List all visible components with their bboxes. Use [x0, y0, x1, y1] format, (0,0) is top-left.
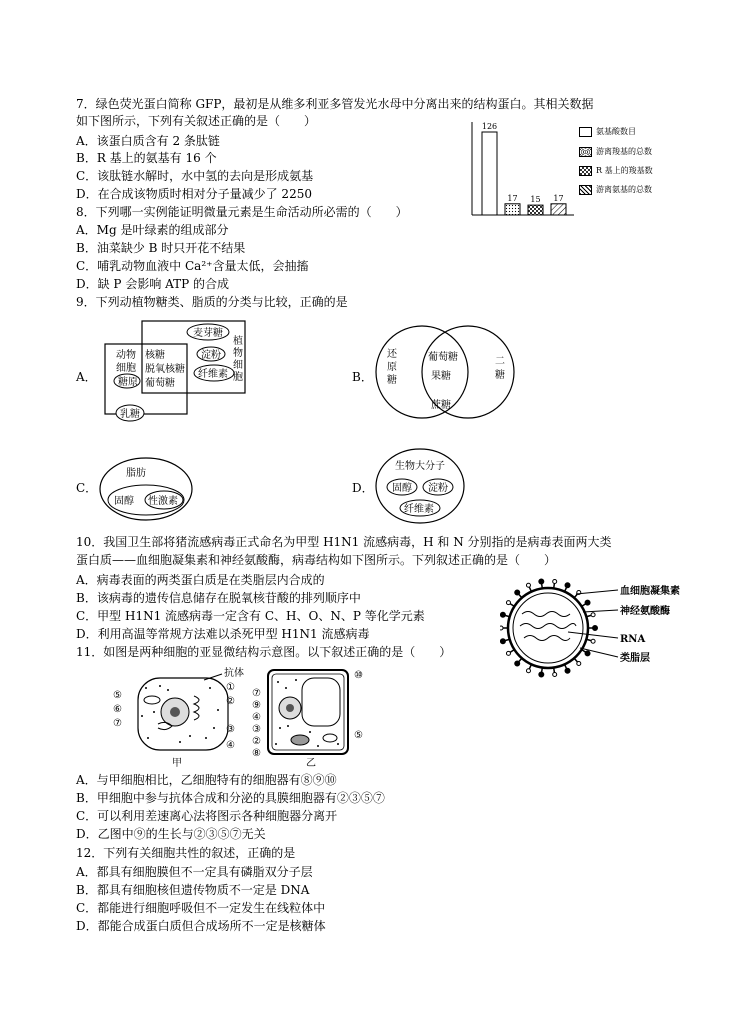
ribosome-dot — [159, 685, 161, 687]
cellulose-d-label: 纤维素 — [404, 504, 434, 515]
virus-spike-tip — [500, 626, 503, 630]
cell-a-num-6: ⑥ — [113, 704, 122, 715]
bar-value-label-2: 17 — [507, 193, 518, 203]
virus-spike-tip — [515, 590, 520, 595]
ribosome-dot — [275, 743, 277, 745]
q9-diagram-b — [372, 322, 522, 422]
virus-spike-tip — [506, 601, 510, 605]
q9-label-d: D． — [352, 481, 374, 495]
virus-spike-tip — [553, 673, 557, 677]
ribosome-dot — [285, 687, 287, 689]
cell-a-caption: 甲 — [172, 758, 182, 769]
q11-option-a: A．与甲细胞相比，乙细胞特有的细胞器有⑧⑨⑩ — [76, 773, 337, 787]
q11-option-d: D．乙图中⑨的生长与②③⑤⑦无关 — [76, 827, 266, 841]
virus-spike-tip — [539, 672, 544, 677]
animal-label-1: 动物 — [116, 350, 136, 361]
leader-line-1 — [576, 590, 618, 594]
cell-a-num-5: ⑤ — [113, 690, 122, 701]
ribosome-dot — [141, 715, 143, 717]
cell-b-num-3: ③ — [252, 724, 261, 735]
cell-a-nucleolus — [170, 707, 180, 717]
legend-swatch-3 — [579, 166, 592, 176]
sterol-label: 固醇 — [114, 496, 134, 507]
ribosome-dot — [337, 743, 339, 745]
deoxyribose-label: 脱氧核糖 — [145, 364, 185, 375]
q9-diagram-c — [98, 454, 198, 526]
ribosome-dot — [167, 689, 169, 691]
disaccharide-label-1: 二 — [495, 356, 505, 367]
leader-line-2 — [583, 610, 618, 612]
legend-swatch-1 — [579, 127, 592, 137]
ribosome-dot — [205, 737, 207, 739]
ribosome-dot — [189, 735, 191, 737]
cell-a-num-7: ⑦ — [113, 718, 122, 729]
q10-option-b: B．该病毒的遗传信息储存在脱氧核苷酸的排列顺序中 — [76, 591, 361, 605]
ribosome-dot — [317, 745, 319, 747]
plant-label-3: 细 — [233, 360, 243, 371]
q7-option-d: D．在合成该物质时相对分子量减少了 2250 — [76, 187, 312, 201]
reducing-label-2: 原 — [387, 362, 397, 373]
virus-spike-tip — [585, 651, 590, 656]
q7-option-b: B．R 基上的氨基有 16 个 — [76, 151, 217, 165]
q10-option-c: C．甲型 H1N1 流感病毒一定含有 C、H、O、N、P 等化学元素 — [76, 609, 425, 623]
cell-b-mitochondrion — [323, 734, 337, 742]
virus-spike-tip — [500, 612, 505, 617]
cell-a-num-4: ④ — [226, 740, 235, 751]
virus-spike-tip — [526, 583, 530, 587]
lipid-layer-label: 类脂层 — [620, 653, 650, 664]
bar-4 — [551, 204, 566, 215]
plant-label-4: 胞 — [233, 372, 243, 383]
q10-option-d: D．利用高温等常规方法难以杀死甲型 H1N1 流感病毒 — [76, 627, 370, 641]
lactose-label: 乳糖 — [120, 409, 140, 420]
cell-b-vacuole — [302, 678, 340, 726]
q10-stem-line2: 蛋白质——血细胞凝集素和神经氨酸酶，病毒结构如下图所示。下列叙述正确的是（ ） — [76, 553, 557, 567]
disaccharide-label-2: 糖 — [495, 370, 505, 381]
q12-option-c: C．都能进行细胞呼吸但不一定发生在线粒体中 — [76, 901, 326, 915]
legend-item-2 — [579, 146, 652, 157]
bar-value-label-3: 15 — [530, 195, 541, 205]
q7-option-a: A．该蛋白质含有 2 条肽链 — [76, 134, 220, 148]
virus-spike-tip — [553, 579, 557, 583]
q7-bar-chart — [466, 120, 716, 220]
cell-b-num-9: ⑨ — [252, 700, 261, 711]
virus-spike-tip — [585, 600, 590, 605]
cell-b-num-5: ⑤ — [354, 730, 363, 741]
ribosome-dot — [179, 741, 181, 743]
legend-label-4: 游离氨基的总数 — [596, 185, 652, 194]
legend-item-1 — [579, 126, 636, 137]
virus-spike-tip — [591, 613, 595, 617]
bar-value-label-4: 17 — [553, 193, 564, 203]
virus-diagram — [500, 576, 730, 686]
legend-swatch-2 — [579, 147, 592, 157]
legend-label-2: 游离羧基的总数 — [596, 147, 652, 156]
cell-b-caption: 乙 — [306, 758, 316, 769]
q11-stem: 11．如图是两种细胞的亚显微结构示意图。以下叙述正确的是（ ） — [76, 645, 452, 659]
q8-option-d: D．缺 P 会影响 ATP 的合成 — [76, 277, 230, 291]
fat-label: 脂肪 — [126, 468, 146, 479]
virus-spike-tip — [593, 626, 598, 631]
cell-b-num-2: ② — [252, 736, 261, 747]
glucose-b-label: 葡萄糖 — [428, 352, 458, 363]
bar-3 — [528, 205, 543, 215]
bar-1 — [482, 132, 497, 215]
virus-spike-tip — [577, 662, 581, 666]
animal-label-2: 细胞 — [116, 363, 136, 374]
sex-hormone-label: 性激素 — [148, 496, 178, 507]
q8-option-c: C．哺乳动物血液中 Ca²⁺含量太低，会抽搐 — [76, 259, 309, 273]
cell-b-num-7: ⑦ — [252, 688, 261, 699]
ribose-label: 核糖 — [145, 350, 165, 361]
q9-label-a: A． — [76, 370, 97, 384]
starch-label: 淀粉 — [201, 350, 221, 361]
cell-b-num-10: ⑩ — [354, 670, 363, 681]
ribosome-dot — [209, 687, 211, 689]
virus-spike-tip — [565, 583, 570, 588]
virus-spike-tip — [506, 651, 510, 655]
lipid-layer — [513, 593, 583, 663]
q12-option-b: B．都具有细胞核但遗传物质不一定是 DNA — [76, 883, 310, 897]
virus-spike-tip — [539, 579, 544, 584]
cell-a-num-2: ② — [226, 696, 235, 707]
q12-stem: 12．下列有关细胞共性的叙述，正确的是 — [76, 846, 296, 860]
sterol-d-label: 固醇 — [392, 483, 412, 494]
hemagglutinin-label: 血细胞凝集素 — [620, 586, 680, 597]
q9-label-b: B． — [352, 370, 373, 384]
q10-option-a: A．病毒表面的两类蛋白质是在类脂层内合成的 — [76, 573, 325, 587]
q8-option-b: B．油菜缺少 B 时只开花不结果 — [76, 241, 246, 255]
ribosome-dot — [213, 727, 215, 729]
bar-value-label-1: 126 — [481, 122, 498, 131]
legend-swatch-4 — [579, 185, 592, 195]
virus-spike-tip — [500, 639, 505, 644]
legend-label-1: 氨基酸数目 — [596, 127, 636, 136]
cell-a-mitochondrion — [144, 696, 160, 704]
q7-stem-line2: 如下图所示，下列有关叙述正确的是（ ） — [76, 114, 317, 128]
ribosome-dot — [153, 711, 155, 713]
ribosome-dot — [279, 727, 281, 729]
ribosome-dot — [217, 709, 219, 711]
macromolecule-label: 生物大分子 — [395, 461, 445, 472]
cell-diagrams — [110, 666, 380, 770]
ribosome-dot — [145, 687, 147, 689]
ribosome-dot — [309, 731, 311, 733]
virus-spike-tip — [591, 639, 595, 643]
q7-option-c: C．该肽链水解时，水中氢的去向是形成氨基 — [76, 169, 314, 183]
q8-option-a: A．Mg 是叶绿素的组成部分 — [76, 223, 229, 237]
cell-b-chloroplast — [291, 735, 309, 745]
fructose-label: 果糖 — [431, 371, 451, 382]
cell-a-num-3: ③ — [226, 724, 235, 735]
ribosome-dot — [147, 737, 149, 739]
cell-b-num-8: ⑧ — [252, 748, 261, 759]
ribosome-dot — [277, 681, 279, 683]
sucrose-label: 蔗糖 — [431, 400, 451, 411]
q7-stem-line1: 7．绿色荧光蛋白简称 GFP，最初是从维多利亚多管发光水母中分离出来的结构蛋白。其相关数据 — [76, 97, 594, 111]
fat-ellipse — [100, 458, 192, 520]
legend-item-4 — [579, 184, 652, 195]
q9-diagram-a — [100, 318, 250, 430]
antibody-label: 抗体 — [224, 668, 244, 679]
cellulose-label: 纤维素 — [198, 369, 228, 380]
virus-spike-tip — [565, 668, 570, 673]
bar-2 — [505, 204, 520, 215]
neuraminidase-label: 神经氨酸酶 — [620, 606, 670, 617]
q11-option-b: B．甲细胞中参与抗体合成和分泌的具膜细胞器有②③⑤⑦ — [76, 791, 385, 805]
q9-diagram-d — [372, 448, 482, 526]
bar-chart-svg — [466, 120, 576, 220]
plant-label-1: 植 — [233, 336, 243, 347]
ribosome-dot — [287, 725, 289, 727]
rna-label: RNA — [620, 634, 646, 645]
q11-option-c: C．可以利用差速离心法将图示各种细胞器分离开 — [76, 809, 338, 823]
maltose-label: 麦芽糖 — [193, 328, 223, 339]
q9-stem: 9．下列动植物糖类、脂质的分类与比较，正确的是 — [76, 295, 348, 309]
reducing-label-1: 还 — [387, 349, 397, 360]
q12-option-d: D．都能合成蛋白质但合成场所不一定是核糖体 — [76, 919, 326, 933]
legend-item-3 — [579, 165, 653, 176]
cell-b-num-4: ④ — [252, 712, 261, 723]
q10-stem-line1: 10．我国卫生部将猪流感病毒正式命名为甲型 H1N1 流感病毒，H 和 N 分别指的是病毒表面两大类 — [76, 535, 612, 549]
glucose-label: 葡萄糖 — [145, 378, 175, 389]
plant-label-2: 物 — [233, 348, 243, 359]
legend-label-3: R 基上的羧基数 — [596, 166, 653, 175]
virus-spike-tip — [515, 661, 520, 666]
q12-option-a: A．都具有细胞膜但不一定具有磷脂双分子层 — [76, 865, 313, 879]
virus-spike-tip — [526, 669, 530, 673]
cell-a-num-1: ① — [226, 682, 235, 693]
glycogen-label: 糖原 — [118, 377, 138, 388]
q9-label-c: C． — [76, 481, 98, 495]
ribosome-dot — [295, 679, 297, 681]
cell-b-nucleolus — [286, 704, 294, 712]
reducing-label-3: 糖 — [387, 375, 397, 386]
q8-stem: 8．下列哪一实例能证明微量元素是生命活动所必需的（ ） — [76, 205, 408, 219]
starch-d-label: 淀粉 — [428, 483, 448, 494]
